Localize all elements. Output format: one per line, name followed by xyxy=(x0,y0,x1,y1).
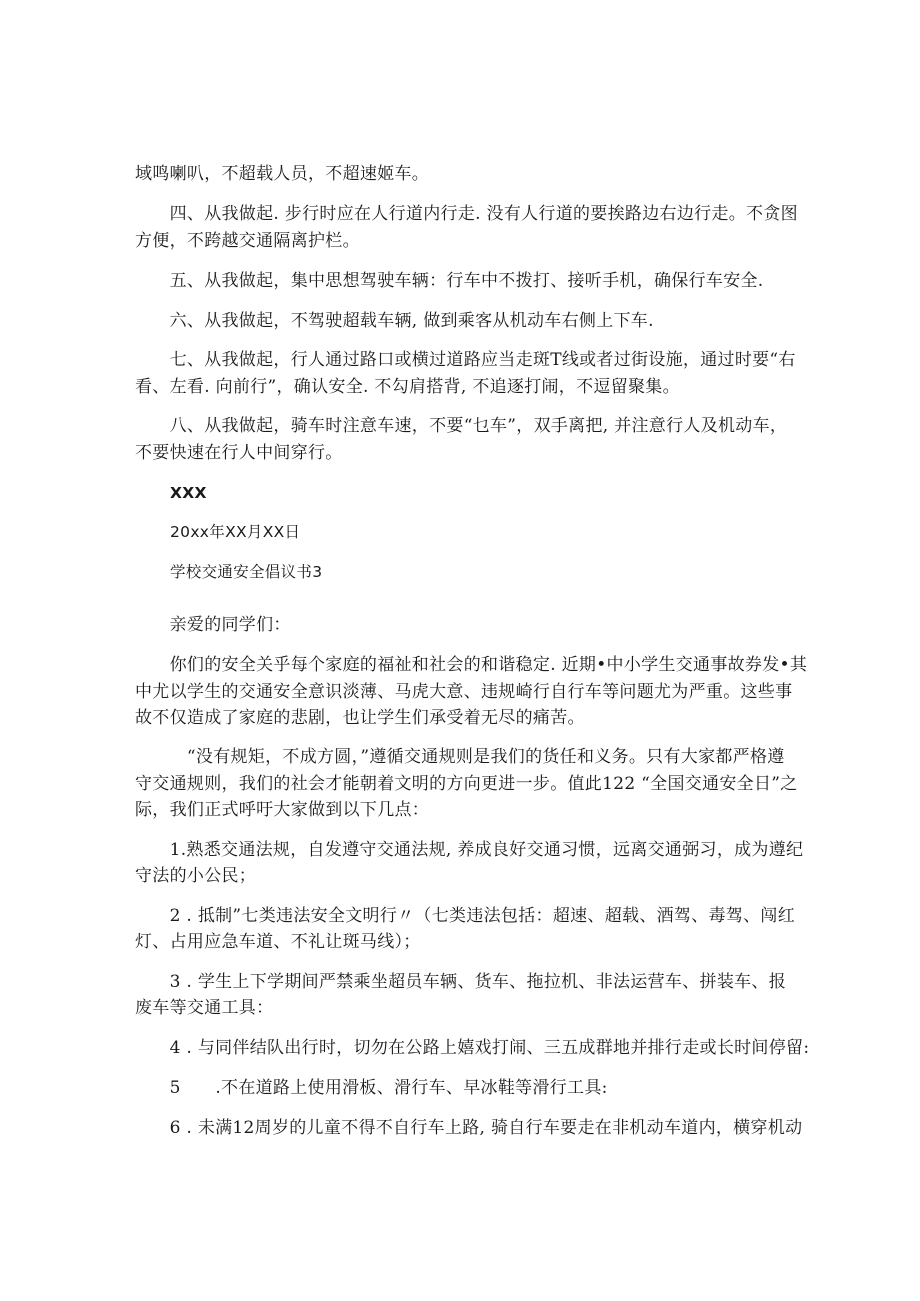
paragraph-line: 八、从我做起，骑车时注意车速，不要“乜车”，双手离把, 并注意行人及机动车， xyxy=(135,416,788,436)
list-item-line: 4 . 与同伴结队出行时，切勿在公路上嬉戏打闹、三五成群地并排行走或长时间停留: xyxy=(135,1038,810,1058)
paragraph-line: 六、从我做起，不驾驶超载车辆, 做到乘客从机动车右侧上下车. xyxy=(135,311,654,331)
paragraph-line: 看、左看. 向前行”，确认安全. 不勾肩搭背, 不追逐打闹，不逗留聚集。 xyxy=(135,377,680,397)
section-title: 学校交通安全倡议书3 xyxy=(170,563,323,581)
list-item-line: 1.熟悉交通法规，自发遵守交通法规, 养成良好交通习惯，远离交通弼习，成为遵纪 xyxy=(135,840,804,860)
paragraph-line: 域鸣喇叭，不超载人员，不超速姬车。 xyxy=(135,164,430,184)
list-item-line: 废车等交通工具： xyxy=(135,998,274,1018)
paragraph-line: 守交通规则，我们的社会才能朝着文明的方向更进一步。值此122 “全国交通安全日”之 xyxy=(135,774,798,794)
list-item-line: 灯、占用应急车道、不礼让斑马线）； xyxy=(135,932,421,952)
signature-date: 20xx年XX月XX日 xyxy=(170,523,301,541)
paragraph-line: 中尤以学生的交通安全意识淡薄、马虎大意、违规崎行自行车等问题尤为严重。这些事 xyxy=(135,682,793,702)
list-item-line: 3 . 学生上下学期间严禁乘坐超员车辆、货车、拖拉机、非法运营车、拼装车、报 xyxy=(135,972,787,992)
paragraph-line: “没有规矩，不成方圆，”遵循交通规则是我们的货任和义务。只有大家都严格遵 xyxy=(135,747,785,767)
paragraph-line: 际，我们正式呼吁大家做到以下几点： xyxy=(135,800,430,820)
paragraph-line: 七、从我做起，行人通过路口或横过道路应当走斑T线或者过街设施，通过时要“右 xyxy=(135,350,796,370)
paragraph-line: 你们的安全关乎每个家庭的福祉和社会的和谐稳定. 近期•中小学生交通事故券发•其 xyxy=(135,655,808,675)
list-item-line: 守法的小公民； xyxy=(135,866,257,886)
list-item-line: 5 .不在道路上使用滑板、滑行车、早冰鞋等滑行工具: xyxy=(135,1078,608,1098)
salutation: 亲爱的同学们： xyxy=(135,615,291,635)
signature-name: XXX xyxy=(170,484,207,502)
paragraph-line: 故不仅造成了家庭的悲剧，也让学生们承受着无尽的痛苦。 xyxy=(135,708,585,728)
paragraph-line: 方便，不跨越交通隔离护栏。 xyxy=(135,231,360,251)
list-item-line: 2 . 抵制”七类违法安全文明行〃（七类违法包括：超速、超载、酒驾、毒驾、闯红 xyxy=(135,906,796,926)
list-item-line: 6 . 未满12周岁的儿童不得不自行车上路, 骑自行车要走在非机动车道内，横穿机动 xyxy=(135,1118,803,1138)
paragraph-line: 五、从我做起，集中思想驾驶车辆：行车中不拨打、接听手机，确保行车安全. xyxy=(135,271,764,291)
paragraph-line: 四、从我做起. 步行时应在人行道内行走. 没有人行道的要挨路边右边行走。不贪图 xyxy=(135,204,798,224)
paragraph-line: 不要快速在行人中间穿行。 xyxy=(135,443,343,463)
